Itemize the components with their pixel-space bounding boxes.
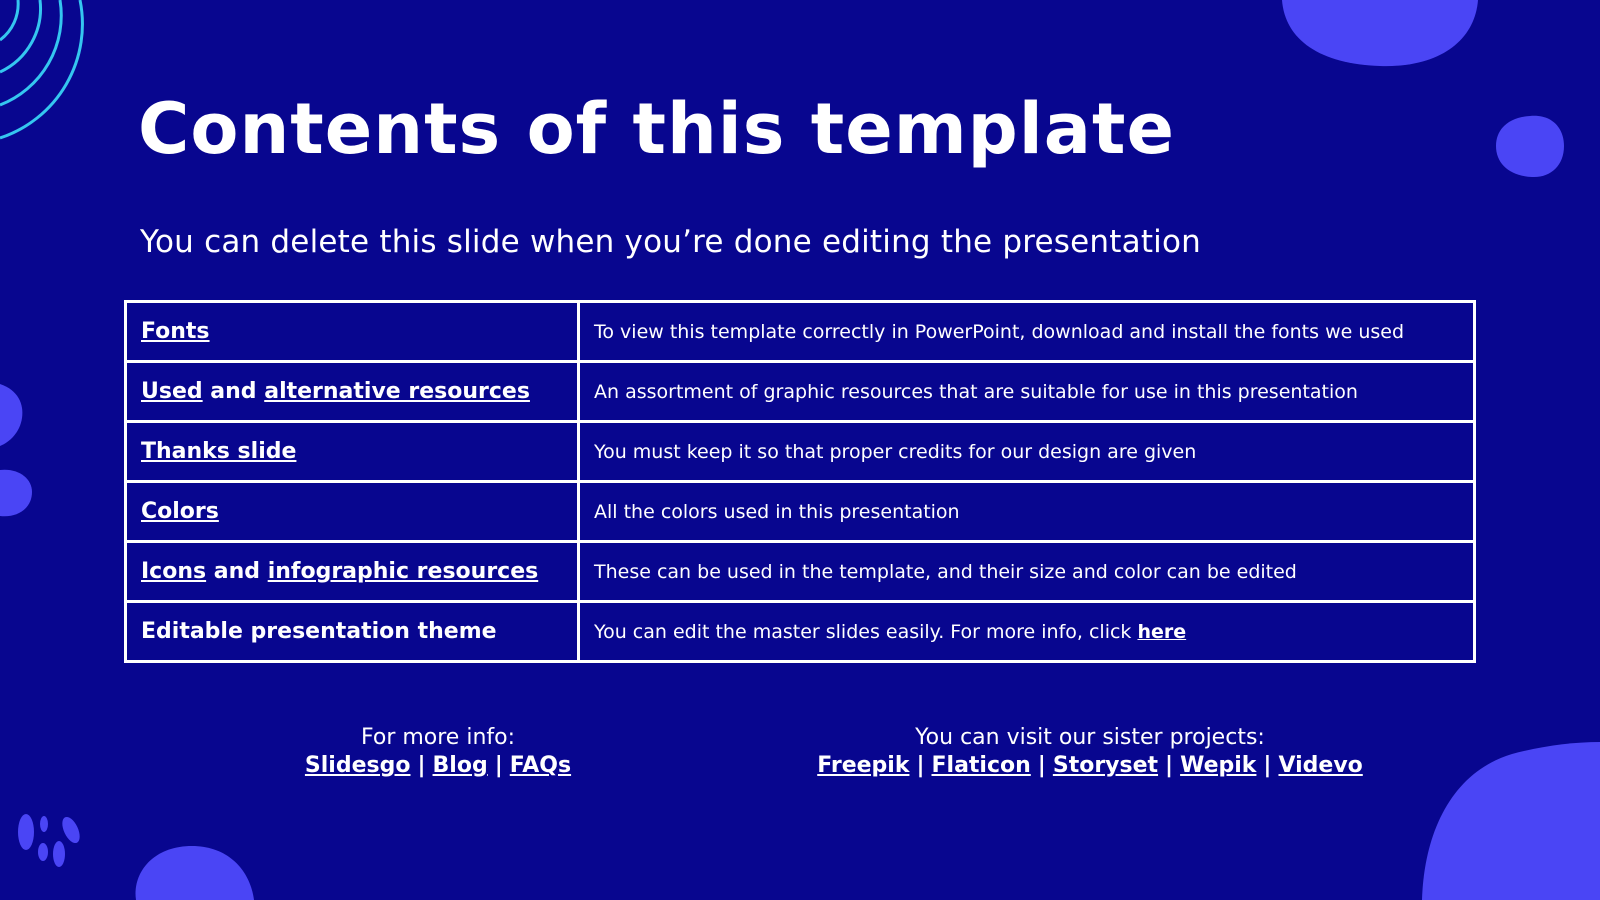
- top-right-blob-decoration: [1280, 0, 1480, 70]
- contents-table: [124, 300, 1476, 663]
- videvo-link[interactable]: Videvo: [1278, 753, 1363, 778]
- freepik-link[interactable]: Freepik: [817, 753, 910, 778]
- footer-more-info-links: [188, 752, 688, 780]
- used-resources-link[interactable]: Used: [141, 379, 203, 404]
- wepik-link[interactable]: Wepik: [1180, 753, 1257, 778]
- table-cell-topic: [126, 422, 579, 482]
- table-cell-topic: [126, 482, 579, 542]
- table-cell-description: All the colors used in this presentation: [579, 482, 1475, 542]
- table-cell-description: [579, 602, 1475, 662]
- separator: |: [1165, 753, 1174, 778]
- slide-title: Contents of this template: [138, 88, 1175, 170]
- table-row: [126, 302, 1475, 362]
- table-cell-description: An assortment of graphic resources that are suitable for use in this presentation: [579, 362, 1475, 422]
- table-row: [126, 542, 1475, 602]
- bottom-right-blob-decoration: [1422, 742, 1600, 900]
- table-cell-topic: [126, 302, 579, 362]
- top-left-arcs-decoration: [0, 0, 90, 150]
- separator: |: [1037, 753, 1046, 778]
- alternative-resources-link[interactable]: alternative resources: [264, 379, 530, 404]
- separator: |: [1263, 753, 1272, 778]
- left-blobs-decoration: [0, 384, 40, 520]
- footer-sister-projects: [740, 724, 1440, 780]
- connector-text: and: [206, 559, 268, 584]
- table-cell-description: To view this template correctly in PowerPoint, download and install the fonts we used: [579, 302, 1475, 362]
- here-link[interactable]: here: [1137, 620, 1187, 643]
- slide-subtitle: You can delete this slide when you’re done editing the presentation: [140, 224, 1201, 260]
- separator: |: [417, 753, 426, 778]
- table-row: [126, 362, 1475, 422]
- fonts-link[interactable]: Fonts: [141, 319, 210, 344]
- table-row: [126, 482, 1475, 542]
- storyset-link[interactable]: Storyset: [1052, 753, 1159, 778]
- footer-sister-projects-links: [740, 752, 1440, 780]
- blog-link[interactable]: Blog: [432, 753, 488, 778]
- flaticon-link[interactable]: Flaticon: [931, 753, 1031, 778]
- faqs-link[interactable]: FAQs: [509, 753, 572, 778]
- footer-sister-projects-heading: You can visit our sister projects:: [915, 725, 1265, 750]
- separator: |: [494, 753, 503, 778]
- table-cell-topic: [126, 362, 579, 422]
- table-cell-topic: [126, 542, 579, 602]
- footer-more-info: [188, 724, 688, 780]
- thanks-slide-link[interactable]: Thanks slide: [141, 439, 297, 464]
- separator: |: [916, 753, 925, 778]
- table-cell-description: These can be used in the template, and their size and color can be edited: [579, 542, 1475, 602]
- table-row: [126, 602, 1475, 662]
- description-text: You can edit the master slides easily. For more info, click: [594, 620, 1138, 643]
- connector-text: and: [202, 379, 265, 404]
- table-cell-description: You must keep it so that proper credits for our design are given: [579, 422, 1475, 482]
- table-cell-topic: [126, 602, 579, 662]
- slidesgo-link[interactable]: Slidesgo: [304, 753, 411, 778]
- footer-more-info-heading: For more info:: [360, 725, 516, 750]
- infographic-resources-link[interactable]: infographic resources: [267, 559, 539, 584]
- right-small-blob-decoration: [1494, 114, 1566, 180]
- bottom-left-blob-decoration: [132, 844, 256, 900]
- icons-link[interactable]: Icons: [141, 559, 207, 584]
- bottom-left-dots-decoration: [16, 810, 84, 874]
- editable-theme-label: Editable presentation theme: [141, 619, 497, 644]
- table-row: [126, 422, 1475, 482]
- colors-link[interactable]: Colors: [141, 499, 219, 524]
